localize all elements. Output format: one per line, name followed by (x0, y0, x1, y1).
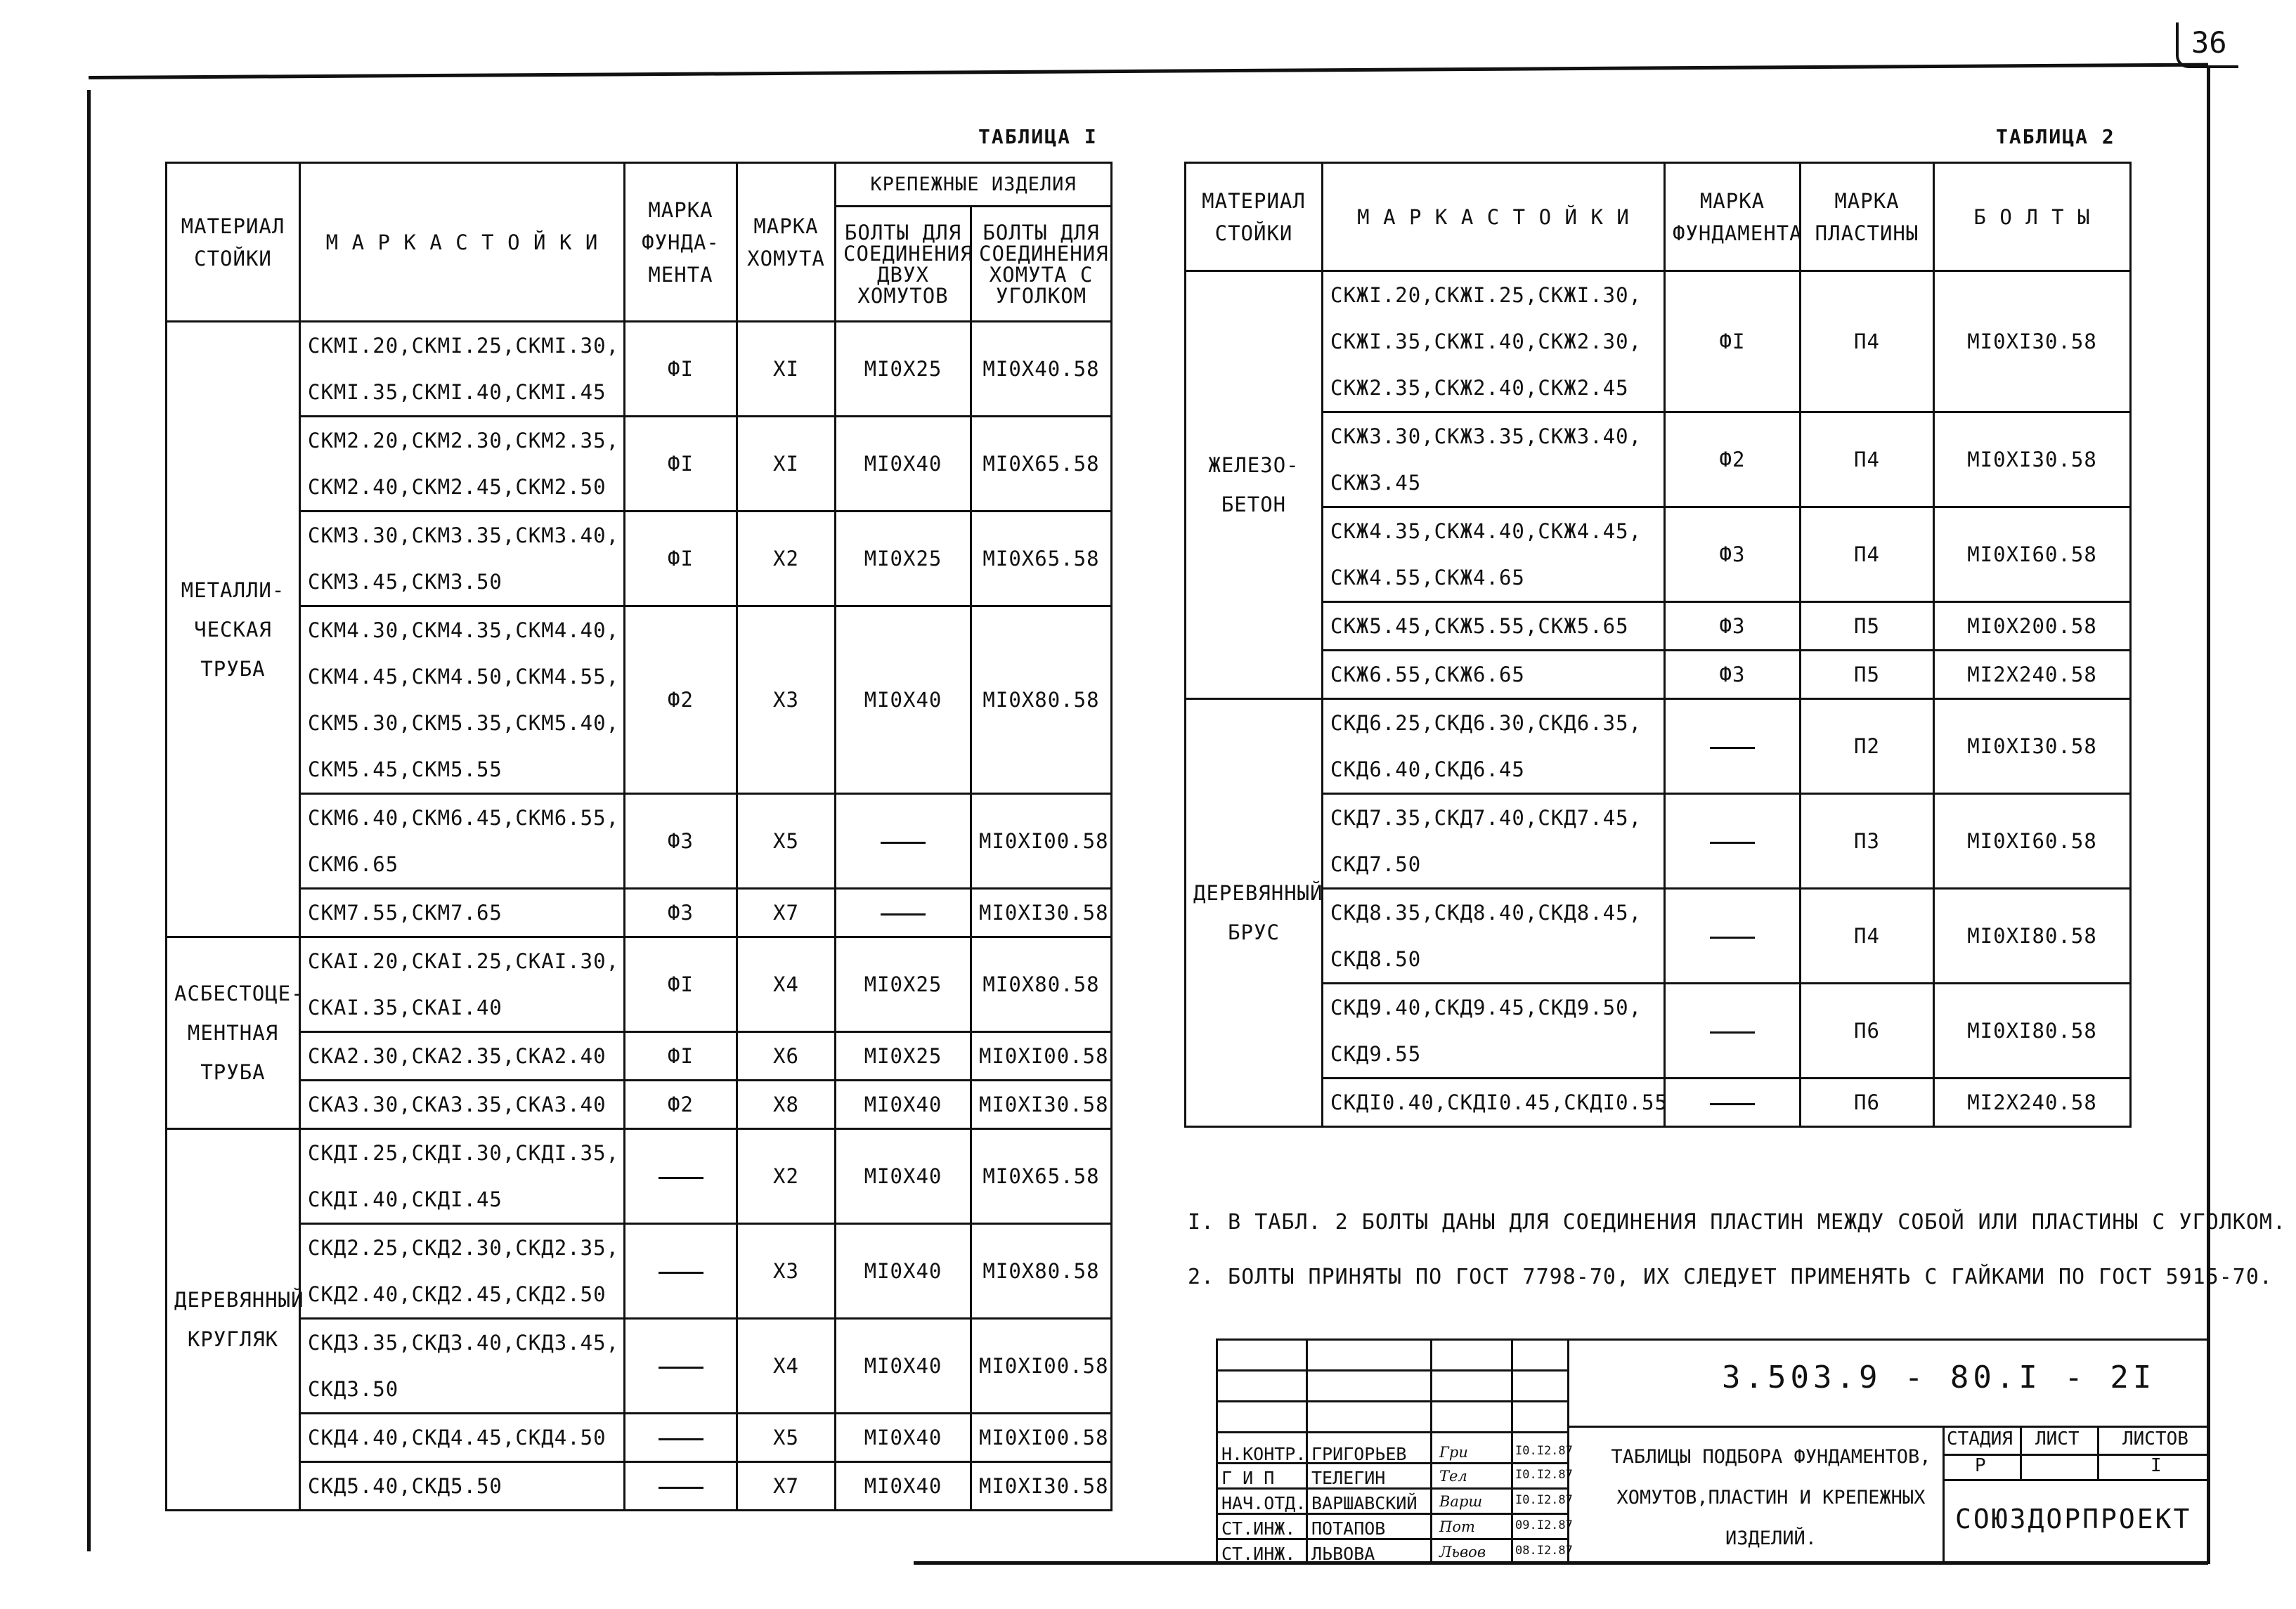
table-row (167, 889, 1112, 937)
bolt-two-clamps-cell: МI0Х40 (836, 1462, 971, 1511)
clamp-cell: Х3 (737, 606, 836, 794)
clamp-cell: Х4 (737, 1319, 836, 1414)
t1-header-material: МАТЕРИАЛ СТОЙКИ (167, 163, 300, 322)
table-row (167, 512, 1112, 606)
bolt-two-clamps-cell: МI0Х25 (836, 937, 971, 1032)
foundation-cell: Ф3 (1665, 651, 1801, 699)
empty-dash (659, 1438, 703, 1440)
stamp-date: I0.I2.87 (1515, 1468, 1573, 1482)
stamp-role: СТ.ИНЖ. (1221, 1544, 1296, 1564)
clamp-cell: ХI (737, 322, 836, 417)
bolt-clamp-angle-cell: МI0Х65.58 (971, 417, 1112, 512)
foundation-cell: ФI (625, 512, 737, 606)
stand-marks-cell (300, 889, 625, 937)
foundation-cell (1665, 1079, 1801, 1127)
stand-marks-cell (300, 512, 625, 606)
stand-mark-line: СКЖ4.35,СКЖ4.40,СКЖ4.45, (1330, 519, 1642, 543)
clamp-cell: Х6 (737, 1032, 836, 1081)
stage-value: Р (1975, 1455, 1986, 1476)
drawing-title: ТАБЛИЦЫ ПОДБОРА ФУНДАМЕНТОВ, ХОМУТОВ,ПЛАСТИН И КРЕПЕЖНЫХ ИЗДЕЛИЙ. (1611, 1446, 1931, 1549)
stand-mark-line: СКДI.40,СКДI.45 (308, 1187, 502, 1211)
bolts-cell: МI0ХI30.58 (1934, 271, 2131, 412)
stand-mark-line: СКД5.40,СКД5.50 (308, 1474, 502, 1498)
bolt-clamp-angle-cell: МI0ХI00.58 (971, 1032, 1112, 1081)
bolts-cell: МI0ХI80.58 (1934, 984, 2131, 1079)
plate-cell: П4 (1801, 507, 1934, 602)
stand-marks-cell (300, 1414, 625, 1462)
bolt-two-clamps-cell: МI0Х40 (836, 1224, 971, 1319)
stand-marks-cell (300, 1224, 625, 1319)
bolts-cell: МI0ХI30.58 (1934, 412, 2131, 507)
clamp-cell: Х7 (737, 889, 836, 937)
stand-mark-line: СКД9.55 (1330, 1042, 1422, 1066)
table-row (1186, 507, 2131, 602)
frame-left-border (87, 90, 91, 1551)
stand-marks-cell (300, 1129, 625, 1224)
foundation-cell (1665, 794, 1801, 889)
table1-caption: ТАБЛИЦА I (978, 125, 1098, 148)
bolts-cell: МI0Х200.58 (1934, 602, 2131, 651)
table-row (167, 1224, 1112, 1319)
table-row (1186, 794, 2131, 889)
stand-mark-line: СКАI.20,СКАI.25,СКАI.30, (308, 949, 620, 973)
stamp-role: СТ.ИНЖ. (1221, 1518, 1296, 1539)
clamp-cell: ХI (737, 417, 836, 512)
table-row (167, 794, 1112, 889)
bolts-cell: МI0ХI60.58 (1934, 507, 2131, 602)
empty-dash (1710, 747, 1755, 749)
foundation-cell: ФI (625, 322, 737, 417)
foundation-cell: ФI (625, 417, 737, 512)
t2-header-bolts: Б О Л Т Ы (1934, 163, 2131, 271)
clamp-cell: Х8 (737, 1081, 836, 1129)
stamp-role: НАЧ.ОТД. (1221, 1493, 1306, 1513)
stand-mark-line: СКМ3.45,СКМ3.50 (308, 570, 502, 594)
empty-dash (659, 1367, 703, 1369)
empty-dash (881, 842, 926, 844)
t2-header-foundation: МАРКА ФУНДАМЕНТА (1665, 163, 1801, 271)
t2-header-mark: М А Р К А С Т О Й К И (1323, 163, 1665, 271)
stand-mark-line: СКА3.30,СКА3.35,СКА3.40 (308, 1093, 607, 1116)
foundation-cell: Ф3 (1665, 507, 1801, 602)
bolt-clamp-angle-cell: МI0Х65.58 (971, 512, 1112, 606)
bolt-clamp-angle-cell: МI0Х65.58 (971, 1129, 1112, 1224)
bolt-clamp-angle-cell: МI0ХI00.58 (971, 1319, 1112, 1414)
stamp-name: ВАРШАВСКИЙ (1311, 1493, 1418, 1513)
empty-dash (659, 1272, 703, 1274)
material-cell: ДЕРЕВЯННЫЙ КРУГЛЯК (167, 1129, 300, 1511)
foundation-cell: Ф2 (1665, 412, 1801, 507)
stand-mark-line: СКД6.25,СКД6.30,СКД6.35, (1330, 711, 1642, 735)
document-code: 3.503.9 - 80.I - 2I (1722, 1360, 2156, 1395)
foundation-cell: ФI (1665, 271, 1801, 412)
table1-body (167, 322, 1112, 1511)
bolt-two-clamps-cell: МI0Х40 (836, 606, 971, 794)
table-row (1186, 889, 2131, 984)
empty-dash (1710, 937, 1755, 939)
stand-mark-line: СКЖI.20,СКЖI.25,СКЖI.30, (1330, 283, 1642, 307)
table-row (167, 937, 1112, 1032)
stand-mark-line: СКД3.35,СКД3.40,СКД3.45, (308, 1331, 620, 1355)
stand-marks-cell (300, 937, 625, 1032)
frame-bottom-border (914, 1561, 2208, 1565)
stamp-signature: Пот (1439, 1518, 1475, 1535)
stand-mark-line: СКА2.30,СКА2.35,СКА2.40 (308, 1044, 607, 1068)
stamp-name: ГРИГОРЬЕВ (1311, 1444, 1407, 1464)
table2-body (1186, 271, 2131, 1127)
stand-mark-line: СКД8.35,СКД8.40,СКД8.45, (1330, 901, 1642, 925)
material-cell: ЖЕЛЕЗО- БЕТОН (1186, 271, 1323, 699)
bolt-clamp-angle-cell: МI0Х80.58 (971, 937, 1112, 1032)
stand-mark-line: СКД6.40,СКД6.45 (1330, 757, 1525, 781)
plate-cell: П5 (1801, 651, 1934, 699)
table-row (167, 417, 1112, 512)
foundation-cell: Ф3 (625, 889, 737, 937)
material-cell: ДЕРЕВЯННЫЙ БРУС (1186, 699, 1323, 1127)
stamp-signature: Львов (1439, 1544, 1486, 1561)
foundation-cell: Ф2 (625, 1081, 737, 1129)
bolt-clamp-angle-cell: МI0Х40.58 (971, 322, 1112, 417)
stand-mark-line: СКД7.50 (1330, 852, 1422, 876)
bolt-two-clamps-cell: МI0Х40 (836, 1319, 971, 1414)
bolt-two-clamps-cell: МI0Х40 (836, 1414, 971, 1462)
bolts-cell: МI2Х240.58 (1934, 651, 2131, 699)
plate-cell: П3 (1801, 794, 1934, 889)
stand-mark-line: СКМ2.40,СКМ2.45,СКМ2.50 (308, 475, 607, 499)
clamp-cell: Х7 (737, 1462, 836, 1511)
table2-caption: ТАБЛИЦА 2 (1996, 125, 2115, 148)
stage-label: СТАДИЯ (1947, 1428, 2013, 1450)
bolt-clamp-angle-cell: МI0ХI00.58 (971, 794, 1112, 889)
foundation-cell: ФI (625, 1032, 737, 1081)
table-row (167, 1414, 1112, 1462)
clamp-cell: Х2 (737, 1129, 836, 1224)
t2-header-plate: МАРКА ПЛАСТИНЫ (1801, 163, 1934, 271)
t1-header-bolts-two-clamps: БОЛТЫ ДЛЯ СОЕДИНЕНИЯ ДВУХ ХОМУТОВ (836, 207, 971, 322)
sheet-label: ЛИСТ (2035, 1428, 2080, 1450)
table1 (165, 162, 1113, 1511)
clamp-cell: Х2 (737, 512, 836, 606)
stand-mark-line: СКМ4.45,СКМ4.50,СКМ4.55, (308, 665, 620, 689)
stand-marks-cell (300, 322, 625, 417)
foundation-cell: Ф3 (625, 794, 737, 889)
clamp-cell: Х5 (737, 1414, 836, 1462)
bolt-two-clamps-cell (836, 889, 971, 937)
table-row (167, 322, 1112, 417)
table-row (1186, 984, 2131, 1079)
plate-cell: П6 (1801, 984, 1934, 1079)
plate-cell: П6 (1801, 1079, 1934, 1127)
table-row (167, 1032, 1112, 1081)
stand-mark-line: СКМI.35,СКМI.40,СКМI.45 (308, 380, 607, 404)
stand-mark-line: СКМ3.30,СКМ3.35,СКМ3.40, (308, 523, 620, 547)
table-row (167, 1081, 1112, 1129)
stand-mark-line: СКЖ4.55,СКЖ4.65 (1330, 566, 1525, 589)
table-row (1186, 1079, 2131, 1127)
stand-mark-line: СКМ4.30,СКМ4.35,СКМ4.40, (308, 618, 620, 642)
stand-marks-cell (300, 1319, 625, 1414)
plate-cell: П2 (1801, 699, 1934, 794)
empty-dash (881, 913, 926, 916)
foundation-cell (625, 1224, 737, 1319)
bolts-cell: МI0ХI80.58 (1934, 889, 2131, 984)
table-row (167, 1462, 1112, 1511)
table-row (1186, 271, 2131, 412)
bolt-two-clamps-cell: МI0Х40 (836, 1081, 971, 1129)
bolt-two-clamps-cell: МI0Х40 (836, 1129, 971, 1224)
stand-mark-line: СКЖ2.35,СКЖ2.40,СКЖ2.45 (1330, 376, 1629, 400)
bolt-clamp-angle-cell: МI0ХI30.58 (971, 1462, 1112, 1511)
stamp-name: ПОТАПОВ (1311, 1518, 1386, 1539)
table-row (1186, 602, 2131, 651)
bolt-two-clamps-cell: МI0Х25 (836, 322, 971, 417)
t1-header-bolts-clamp-angle: БОЛТЫ ДЛЯ СОЕДИНЕНИЯ ХОМУТА С УГОЛКОМ (971, 207, 1112, 322)
stand-mark-line: СКДI.25,СКДI.30,СКДI.35, (308, 1141, 620, 1165)
stand-marks-cell (1323, 602, 1665, 651)
stand-mark-line: СКМ5.30,СКМ5.35,СКМ5.40, (308, 711, 620, 735)
sheets-value: I (2151, 1455, 2162, 1476)
stamp-date: 09.I2.87 (1515, 1518, 1573, 1532)
plate-cell: П4 (1801, 271, 1934, 412)
bolt-two-clamps-cell: МI0Х25 (836, 512, 971, 606)
stand-mark-line: СКЖ3.45 (1330, 471, 1422, 495)
organization-name: СОЮЗДОРПРОЕКТ (1955, 1504, 2192, 1535)
stand-mark-line: СКМ6.65 (308, 852, 399, 876)
foundation-cell (1665, 984, 1801, 1079)
stand-mark-line: СКМ6.40,СКМ6.45,СКМ6.55, (308, 806, 620, 830)
clamp-cell: Х3 (737, 1224, 836, 1319)
empty-dash (1710, 1031, 1755, 1034)
stand-marks-cell (300, 1032, 625, 1081)
stand-marks-cell (1323, 699, 1665, 794)
t1-header-fasteners: КРЕПЕЖНЫЕ ИЗДЕЛИЯ (836, 163, 1112, 207)
note-1: I. В ТАБЛ. 2 БОЛТЫ ДАНЫ ДЛЯ СОЕДИНЕНИЯ ПЛАСТИН МЕЖДУ СОБОЙ ИЛИ ПЛАСТИНЫ С УГОЛКОМ. (1188, 1210, 2287, 1235)
foundation-cell (625, 1414, 737, 1462)
stand-mark-line: СКД7.35,СКД7.40,СКД7.45, (1330, 806, 1642, 830)
stand-marks-cell (300, 606, 625, 794)
t1-header-foundation: МАРКА ФУНДА- МЕНТА (625, 163, 737, 322)
bolt-two-clamps-cell: МI0Х40 (836, 417, 971, 512)
title-block (1216, 1338, 2208, 1564)
stamp-role: Н.КОНТР. (1221, 1444, 1306, 1464)
stamp-role: Г И П (1221, 1468, 1275, 1488)
t2-header-material: МАТЕРИАЛ СТОЙКИ (1186, 163, 1323, 271)
stand-mark-line: СКМ5.45,СКМ5.55 (308, 757, 502, 781)
table-row (167, 1319, 1112, 1414)
foundation-cell (625, 1129, 737, 1224)
stand-marks-cell (300, 1081, 625, 1129)
note-2: 2. БОЛТЫ ПРИНЯТЫ ПО ГОСТ 7798-70, ИХ СЛЕДУЕТ ПРИМЕНЯТЬ С ГАЙКАМИ ПО ГОСТ 5915-70. (1188, 1265, 2273, 1289)
table-row (1186, 651, 2131, 699)
stamp-date: 08.I2.87 (1515, 1544, 1573, 1558)
stamp-signature: Тел (1439, 1468, 1467, 1485)
bolts-cell: МI0ХI60.58 (1934, 794, 2131, 889)
stand-mark-line: СКД9.40,СКД9.45,СКД9.50, (1330, 996, 1642, 1020)
stand-marks-cell (300, 417, 625, 512)
stamp-name: ЛЬВОВА (1311, 1544, 1375, 1564)
stand-mark-line: СКД3.50 (308, 1377, 399, 1401)
bolts-cell: МI2Х240.58 (1934, 1079, 2131, 1127)
table-row (1186, 699, 2131, 794)
plate-cell: П4 (1801, 412, 1934, 507)
foundation-cell (625, 1462, 737, 1511)
empty-dash (1710, 842, 1755, 844)
stand-mark-line: СКЖ3.30,СКЖ3.35,СКЖ3.40, (1330, 424, 1642, 448)
stand-mark-line: СКМ2.20,СКМ2.30,СКМ2.35, (308, 429, 620, 452)
stamp-signature: Гри (1439, 1444, 1468, 1461)
stand-marks-cell (300, 1462, 625, 1511)
stand-mark-line: СКД2.40,СКД2.45,СКД2.50 (308, 1282, 607, 1306)
stand-marks-cell (1323, 651, 1665, 699)
bolt-two-clamps-cell: МI0Х25 (836, 1032, 971, 1081)
stand-mark-line: СКД4.40,СКД4.45,СКД4.50 (308, 1426, 607, 1450)
foundation-cell (1665, 889, 1801, 984)
bolts-cell: МI0ХI30.58 (1934, 699, 2131, 794)
empty-dash (1710, 1103, 1755, 1105)
stand-marks-cell (1323, 412, 1665, 507)
frame-top-border (89, 63, 2208, 79)
table-row (1186, 412, 2131, 507)
bolt-clamp-angle-cell: МI0ХI30.58 (971, 889, 1112, 937)
stand-mark-line: СКД8.50 (1330, 947, 1422, 971)
table-row (167, 606, 1112, 794)
stand-marks-cell (1323, 794, 1665, 889)
bolt-clamp-angle-cell: МI0Х80.58 (971, 606, 1112, 794)
stand-marks-cell (1323, 889, 1665, 984)
material-cell: АСБЕСТОЦЕ- МЕНТНАЯ ТРУБА (167, 937, 300, 1129)
foundation-cell: ФI (625, 937, 737, 1032)
bolt-clamp-angle-cell: МI0ХI00.58 (971, 1414, 1112, 1462)
sheets-label: ЛИСТОВ (2122, 1428, 2188, 1450)
stand-marks-cell (1323, 984, 1665, 1079)
stamp-signature: Варш (1439, 1493, 1483, 1510)
stand-marks-cell (300, 794, 625, 889)
foundation-cell: Ф2 (625, 606, 737, 794)
material-cell: МЕТАЛЛИ- ЧЕСКАЯ ТРУБА (167, 322, 300, 937)
stand-mark-line: СКЖ6.55,СКЖ6.65 (1330, 663, 1525, 686)
stand-mark-line: СКЖ5.45,СКЖ5.55,СКЖ5.65 (1330, 614, 1629, 638)
plate-cell: П4 (1801, 889, 1934, 984)
bolt-clamp-angle-cell: МI0Х80.58 (971, 1224, 1112, 1319)
t1-header-mark: М А Р К А С Т О Й К И (300, 163, 625, 322)
stamp-date: I0.I2.87 (1515, 1493, 1573, 1507)
stand-mark-line: СКД2.25,СКД2.30,СКД2.35, (308, 1236, 620, 1260)
plate-cell: П5 (1801, 602, 1934, 651)
foundation-cell (625, 1319, 737, 1414)
stand-marks-cell (1323, 1079, 1668, 1127)
foundation-cell: Ф3 (1665, 602, 1801, 651)
empty-dash (659, 1177, 703, 1179)
stand-mark-line: СКМ7.55,СКМ7.65 (308, 901, 502, 925)
clamp-cell: Х4 (737, 937, 836, 1032)
page-number: 36 (2176, 22, 2238, 68)
stand-mark-line: СКМI.20,СКМI.25,СКМI.30, (308, 334, 620, 358)
stand-mark-line: СКЖI.35,СКЖI.40,СКЖ2.30, (1330, 330, 1642, 353)
empty-dash (659, 1487, 703, 1489)
stand-mark-line: СКАI.35,СКАI.40 (308, 996, 502, 1020)
table-row (167, 1129, 1112, 1224)
clamp-cell: Х5 (737, 794, 836, 889)
bolt-two-clamps-cell (836, 794, 971, 889)
stand-marks-cell (1323, 271, 1665, 412)
stamp-name: ТЕЛЕГИН (1311, 1468, 1386, 1488)
bolt-clamp-angle-cell: МI0ХI30.58 (971, 1081, 1112, 1129)
stand-mark-line: СКДI0.40,СКДI0.45,СКДI0.55 (1330, 1090, 1668, 1114)
t1-header-clamp: МАРКА ХОМУТА (737, 163, 836, 322)
foundation-cell (1665, 699, 1801, 794)
stamp-date: I0.I2.87 (1515, 1444, 1573, 1458)
table2 (1184, 162, 2132, 1128)
stand-marks-cell (1323, 507, 1665, 602)
